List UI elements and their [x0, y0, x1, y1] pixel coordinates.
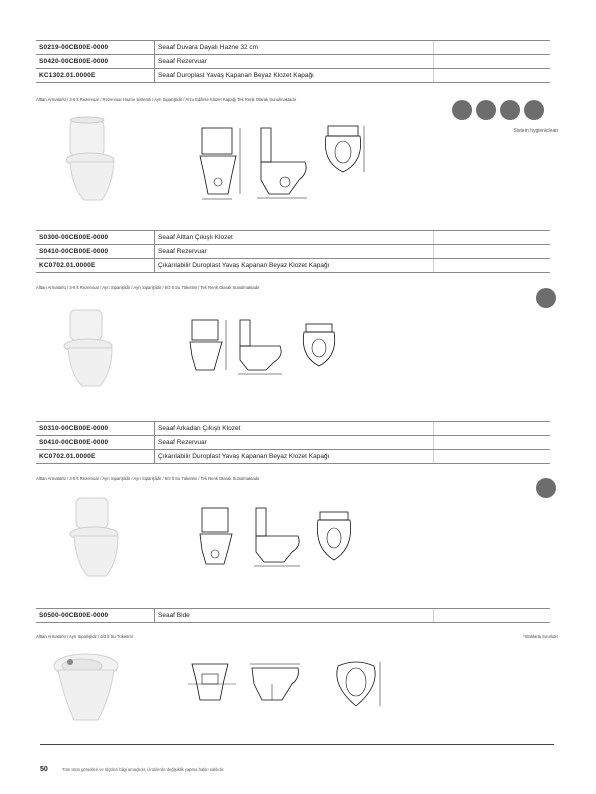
empty-cell — [434, 55, 551, 69]
feature-icons — [536, 478, 556, 498]
product-code: S0219-00CB00E-0000 — [36, 41, 155, 55]
table-row — [36, 259, 550, 273]
toilet-photo — [62, 306, 120, 388]
product-code: S0420-00CB00E-0000 — [36, 55, 155, 69]
side-view-drawing — [248, 660, 302, 706]
table-row — [36, 450, 550, 464]
page-number: 50 — [40, 766, 48, 773]
product-description: Seaaf Arkadan Çıkışlı Klozet — [155, 422, 434, 436]
feature-icons — [536, 288, 556, 308]
water-drop-icon — [476, 100, 496, 120]
product-description: Seaaf Alttan Çıkışlı Klozet — [155, 231, 434, 245]
front-view-drawing — [196, 504, 240, 570]
product-note: Alttan Armatürlü / 3-6 lt Rezervuar / Rezervuar Hazne Sistemli / Ayrı Siparişlidir / Arzu Edilirse Klozet Kapağı Tek Renk Olarak Sunulmaktadır — [36, 97, 297, 102]
top-view-drawing — [300, 322, 340, 372]
product-description: Seaaf Duvara Dayalı Hazne 32 cm — [155, 41, 434, 55]
feature-icons — [452, 100, 544, 120]
flush-icon — [524, 100, 544, 120]
empty-cell — [434, 41, 551, 55]
product-description: Seaaf Rezervuar — [155, 55, 434, 69]
rimless-icon — [452, 100, 472, 120]
product-code: S0410-00CB00E-0000 — [36, 436, 155, 450]
wall-mount-icon — [500, 100, 520, 120]
product-description: Seaaf Rezervuar — [155, 245, 434, 259]
product-note: Alttan Armatürlü / 3-6 lt Rezervuar / Ayrı Siparişlidir / Ayrı Siparişlidir / 6/3 lt Su Tüketimi / Tek Renk Olarak Sunulmaktadır — [36, 476, 260, 481]
table-row — [36, 245, 550, 259]
top-view-drawing — [322, 122, 368, 178]
flush-icon — [536, 478, 556, 498]
table-row — [36, 41, 550, 55]
product-description: Çıkarılabilir Duroplast Yavaş Kapanan Beyaz Klozet Kapağı — [155, 450, 434, 464]
spec-table-3 — [36, 421, 550, 464]
empty-cell — [434, 231, 551, 245]
side-view-drawing — [255, 124, 311, 202]
toilet-photo — [62, 116, 122, 202]
product-code: S0410-00CB00E-0000 — [36, 245, 155, 259]
product-description: Çıkarılabilir Duroplast Yavaş Kapanan Beyaz Klozet Kapağı — [155, 259, 434, 273]
spec-table-4 — [36, 608, 550, 623]
empty-cell — [434, 436, 551, 450]
flush-icon — [536, 288, 556, 308]
product-description: Seaaf Rezervuar — [155, 436, 434, 450]
product-code: KC0702.01.0000E — [36, 259, 155, 273]
front-view-drawing — [186, 660, 238, 706]
table-row — [36, 422, 550, 436]
front-view-drawing — [196, 124, 246, 202]
table-row — [36, 436, 550, 450]
front-view-drawing — [186, 318, 232, 376]
side-view-drawing — [252, 504, 304, 570]
bidet-photo — [48, 650, 124, 724]
product-note: Alttan Armatürlü / Ayrı Siparişlidir / 6/3 lt Su Tüketimi — [36, 634, 133, 639]
empty-cell — [434, 259, 551, 273]
empty-cell — [434, 422, 551, 436]
hygieniclean-badge: Sistem hygieniclean — [513, 128, 558, 134]
product-description: Seaaf Duroplast Yavaş Kapanan Beyaz Klozet Kapağı — [155, 69, 434, 83]
product-code: KC0702.01.0000E — [36, 450, 155, 464]
top-view-drawing — [330, 656, 384, 712]
spec-table-2 — [36, 230, 550, 273]
footer-disclaimer: Tüm ürün görselleri ve ölçüleri bilgi amaçlıdır. Ürünlerde değişiklik yapma hakkı saklıdır. — [62, 767, 225, 772]
empty-cell — [434, 69, 551, 83]
table-row — [36, 69, 550, 83]
product-description: Seaaf Bide — [155, 609, 434, 623]
empty-cell — [434, 609, 551, 623]
product-code: S0300-00CB00E-0000 — [36, 231, 155, 245]
table-row — [36, 55, 550, 69]
product-code: KC1302.01.0000E — [36, 69, 155, 83]
toilet-photo — [68, 494, 124, 578]
empty-cell — [434, 450, 551, 464]
side-view-drawing — [236, 316, 286, 376]
footer-divider — [40, 744, 554, 745]
spec-table-1 — [36, 40, 550, 83]
table-row — [36, 231, 550, 245]
product-code: S0310-00CB00E-0000 — [36, 422, 155, 436]
stock-note: *Stoklarla Sınırlıdır — [523, 634, 558, 639]
table-row — [36, 609, 550, 623]
top-view-drawing — [314, 510, 358, 568]
product-note: Alttan Armatürlü / 3-6 lt Rezervuar / Ayrı Siparişlidir / Ayrı Siparişlidir / 6/3 lt Su Tüketimi / Tek Renk Olarak Sunulmaktadır — [36, 285, 260, 290]
empty-cell — [434, 245, 551, 259]
product-code: S0500-00CB00E-0000 — [36, 609, 155, 623]
